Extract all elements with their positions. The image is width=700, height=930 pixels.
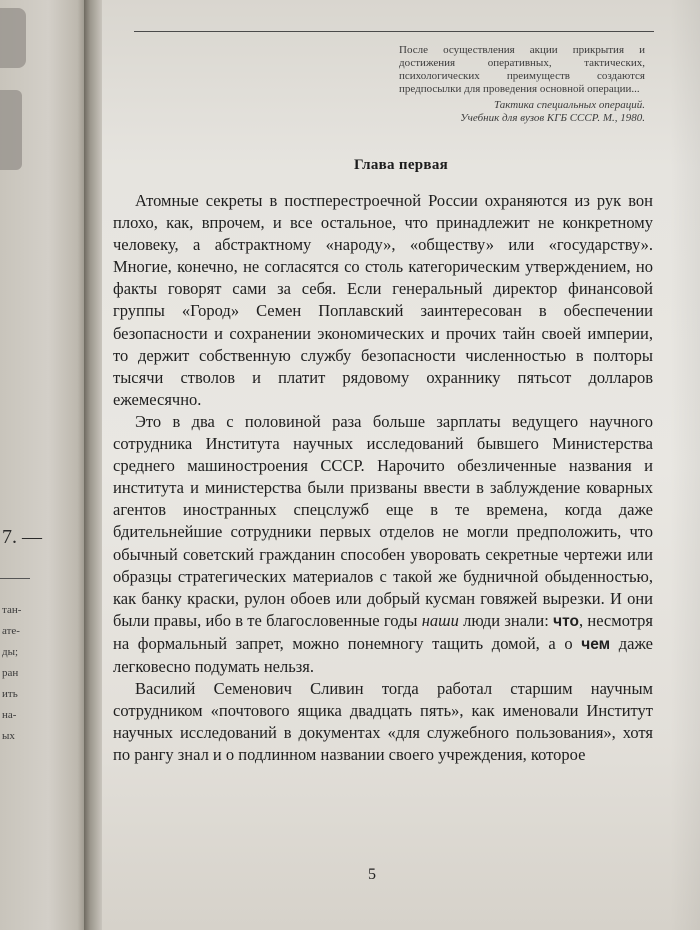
cover-fragment	[0, 0, 40, 200]
previous-page-edge	[0, 0, 88, 930]
book-spine	[84, 0, 102, 930]
header-rule	[134, 31, 654, 32]
epigraph-quote: После осуществления акции прикрытия и достижения оперативных, тактических, психологических преимуществ создаются предпосылки для проведения основной операции...	[399, 44, 645, 95]
page-number: 5	[368, 866, 376, 883]
left-page-fragment: ран	[2, 667, 19, 679]
left-page-fragment: ых	[2, 730, 15, 742]
paragraph: Василий Семенович Сливин тогда работал старшим научным сотрудником «почтового ящика двадцать пять», как именовали Институт научных исследований в документах «для служебного пользования», хотя по рангу знал и о подлинном названии своего учреждения, которое	[113, 679, 653, 765]
epigraph	[399, 44, 645, 125]
paragraph: Атомные секреты в постперестроечной России охраняются из рук вон плохо, как, впрочем, и все остальное, что принадлежит не конкретному человеку, а абстрактному «народу», «обществу» или «государству». Многие, конечно, не согласятся со столь категорическим утверждением, но факты говорят сами за себя. Если генеральный директор финансовой группы «Город» Семен Поплавский заинтересован в обеспечении безопасности и сохранении экономических и прочих тайн своей империи, то держит собственную службу безопасности численностью в полторы тысячи стволов и платит рядовому охраннику пятьсот долларов ежемесячно.	[113, 191, 653, 409]
body-text	[113, 190, 653, 766]
left-page-dash: 7. —	[2, 526, 42, 548]
book-page	[102, 0, 700, 930]
left-page-fragment: на-	[2, 709, 17, 721]
left-page-rule	[0, 578, 30, 579]
left-page-fragments	[2, 600, 42, 747]
epigraph-source-title: Тактика специальных операций.	[493, 99, 645, 111]
left-page-fragment: ды;	[2, 646, 19, 658]
left-page-fragment: ате-	[2, 625, 20, 637]
paragraph: Это в два с половиной раза больше зарплаты ведущего научного сотрудника Института научных исследований бывшего Министерства среднего машиностроения СССР. Нарочито обезличенные названия и института и министерства были призваны ввести в заблуждение коварных агентов иностранных спецслужб еще в те времена, когда даже бдительнейшие сотрудники первых отделов не могли предположить, что обычный советский гражданин способен уворовать секретные чертежи или образцы стратегических материалов с такой же будничной обыденностью, как банку краски, рулон обоев или добрый кусман говяжей вырезки. И они были правы, ибо в те благословенные годы наши люди знали: что, несмотря на формальный запрет, можно понемногу тащить домой, а о чем даже легковесно подумать нельзя.	[113, 411, 653, 676]
left-page-fragment: тан-	[2, 604, 22, 616]
left-page-fragment: ить	[2, 688, 18, 700]
epigraph-source-publication: Учебник для вузов КГБ СССР. М., 1980.	[460, 112, 645, 124]
chapter-title: Глава первая	[353, 157, 449, 173]
